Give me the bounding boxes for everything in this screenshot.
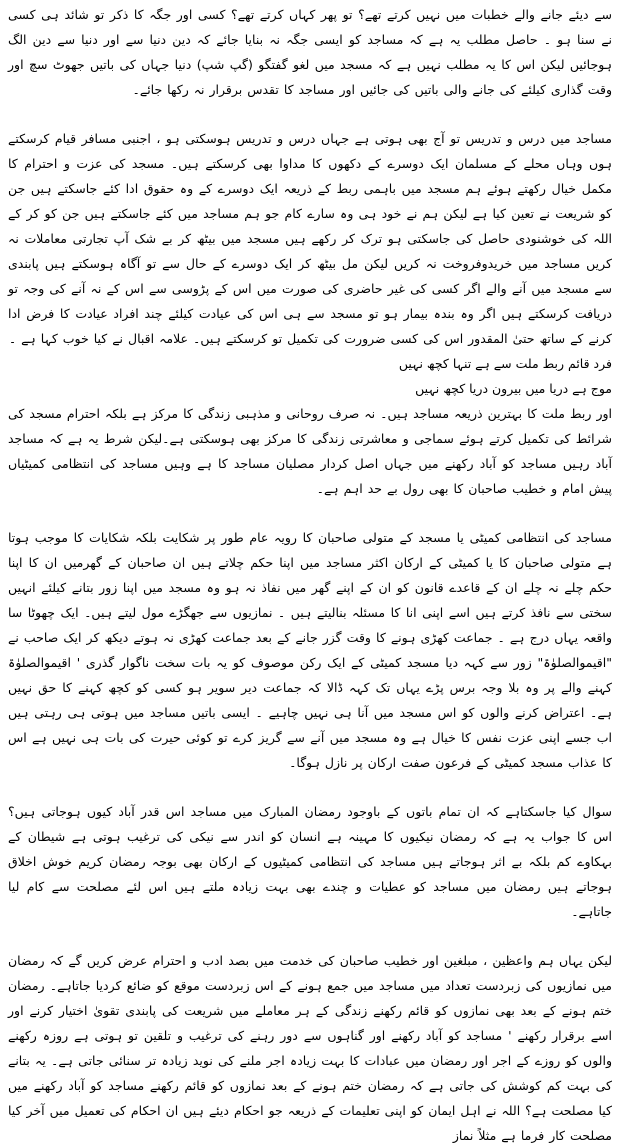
- paragraph-6: لیکن یہاں ہم واعظین ، مبلغین اور خطیب صاحبان کی خدمت میں بصد ادب و احترام عرض کریں گے کہ رمضان میں نمازیوں کی زبردست تعداد میں مساجد میں جمع ہونے کے اس زبردست موقع کو ضائع کردیا جاتاہے۔ رمضان ختم ہونے کے بعد بھی نمازوں کو قائم رکھنے زندگی کے ہر معاملے میں شریعت کی پابندی تقویٰ اختیار کرنے اور اسے برقرار رکھنے ' مساجد کو آباد رکھنے اور گناہوں سے دور رہنے کی ترغیب و تلقین تو ہوتی ہے روزہ رکھنے والوں کو روزے کے اجر اور رمضان میں عبادات کا بہت زیادہ اجر ملنے کی نوید زیادہ تر سنائی جاتی ہے۔ یہ بتانے کی بہت کم کوشش کی جاتی ہے کہ رمضان ختم ہونے کے بعد نمازوں کو قائم رکھنے مساجد کو آباد رکھنے میں کیا مصلحت ہے؟ اللہ نے اہل ایمان کو اپنی تعلیمات کے ذریعہ جو احکام دیئے ہیں ان احکام کی تعمیل میں آخر کیا مصلحت کار فرما ہے مثلاً نماز: [8, 953, 612, 1143]
- paragraph-4: مساجد کی انتظامی کمیٹی یا مسجد کے متولی صاحبان کا رویہ عام طور پر شکایت بلکہ شکایات کا موجب ہوتا ہے متولی صاحبان کا یا کمیٹی کے ارکان اکثر مساجد میں اپنا حکم چلاتے ہیں ان صاحبان کے گھرمیں ان کا اپنا حکم چلے نہ چلے ان کے قاعدے قانون کو ان کے اپنے گھر میں نفاذ نہ ہو وہ مسجد میں اپنا زور بتانے کیلئے انہیں سختی سے نافذ کرتے ہیں اسے اپنی انا کا مسئلہ بنالیتے ہیں ۔ نمازیوں سے جھگڑے مول لیتے ہیں۔ ایک چھوٹا سا واقعہ یہاں درج ہے ۔ جماعت کھڑی ہونے کا وقت گزر جانے کے بعد جماعت کھڑی نہ ہوتے دیکھ کر ایک صاحب نے "اقیموالصلوٰۃ" زور سے کہہ دیا مسجد کمیٹی کے ایک رکن موصوف کو یہ بات سخت ناگوار گذری ' اقیموالصلوٰۃ کہنے والے پر وہ بلا وجہ برس پڑے یہاں تک کہہ ڈالا کہ جماعت دیر سویر ہو کسی کو کچھ کہنے کا حق نہیں ہے۔ اعتراض کرنے والوں کو اس مسجد میں آنا ہی نہیں چاہیے ۔ ایسی باتیں مساجد میں ہوتی ہی رہتی ہیں اب جسے اپنی عزت نفس کا خیال ہے وہ مسجد میں آنے سے گریز کرے تو کوئی حیرت کی بات ہی نہیں ہے اس کا عذاب مسجد کمیٹی کے فرعون صفت ارکان پر نازل ہوگا۔: [8, 530, 612, 770]
- paragraph-3: اور ربط ملت کا بہترین ذریعہ مساجد ہیں۔ نہ صرف روحانی و مذہبی زندگی کا مرکز ہے بلکہ احترام مسجد کی شرائط کی تکمیل کرتے ہوئے سماجی و معاشرتی زندگی کا مرکز بھی ہوسکتی ہے۔لیکن شرط یہ ہے کہ مساجد آباد رہیں مساجد کو آباد رکھنے میں جہاں اصل کردار مصلیان مساجد کا ہے وہیں مساجد کی انتظامی کمیٹیاں پیش امام و خطیب صاحبان کا بھی رول بے حد اہم ہے۔: [8, 406, 612, 496]
- paragraph-5: سوال کیا جاسکتاہے کہ ان تمام باتوں کے باوجود رمضان المبارک میں مساجد اس قدر آباد کیوں ہوجاتی ہیں؟ اس کا جواب یہ ہے کہ رمضان نیکیوں کا مہینہ ہے انسان کو اندر سے نیکی کی ترغیب ہوتی ہے شیطان کے بہکاوے کم بلکہ بے اثر ہوجاتے ہیں مساجد کی انتظامی کمیٹیوں کے ارکان بھی بوجہ رمضان کریم خوش اخلاق ہوجاتے ہیں رمضان میں مساجد کو عطیات و چندے بھی بہت زیادہ ملتے ہیں اس لئے مصلحت سے کام لیا جاتاہے۔: [8, 804, 612, 919]
- iqbal-verse: [8, 351, 612, 401]
- verse-line-2: موج ہے دریا میں بیرون دریا کچھ نہیں: [415, 381, 612, 396]
- paragraph-1: سے دیئے جانے والے خطبات میں نہیں کرتے تھے؟ تو پھر کہاں کرتے تھے؟ کسی اور جگہ کا ذکر تو شائد ہی کسی نے سنا ہو ۔ حاصل مطلب یہ ہے کہ مساجد کو ایسی جگہ نہ بنایا جائے کہ دین دنیا سے اور دنیا سے دین الگ ہوجائیں لیکن اس کا یہ مطلب نہیں ہے کہ مسجد میں لغو گفتگو (گپ شپ) دنیا جہاں کی باتیں جھوٹ سچ اور وقت گذاری کیلئے کی جانے والی باتیں کی جائیں اور مساجد کا تقدس برقرار نہ رکھا جائے۔: [8, 7, 612, 97]
- paragraph-2: مساجد میں درس و تدریس تو آج بھی ہوتی ہے جہاں درس و تدریس ہوسکتی ہو ، اجنبی مسافر قیام کرسکتے ہوں وہاں محلے کے مسلمان ایک دوسرے کے دکھوں کا مداوا بھی کرسکتے ہیں۔ مسجد کی عزت و احترام کا مکمل خیال رکھتے ہوئے ہم مسجد میں باہمی ربط کے ذریعہ ایک دوسرے کے وہ حقوق ادا کئے جاسکتے ہیں جن کو شریعت نے تعین کیا ہے لیکن ہم نے خود ہی وہ سارے کام جو ہم مساجد میں کئے جاسکتے ہیں جن کو کر کے اللہ کی خوشنودی حاصل کی جاسکتی ہو ترک کر رکھے ہیں مسجد میں بیٹھ کر بے شک آپ تجارتی معاملات نہ کریں مساجد میں خریدوفروخت نہ کریں لیکن مل بیٹھ کر ایک دوسرے کے حال سے تو آگاہ ہوسکتے ہیں پابندی سے مسجد میں آنے والے اگر کسی کی غیر حاضری کی صورت میں اس کے پڑوسی سے اس کے نہ آنے کی وجہ تو دریافت کرسکتے ہیں اگر وہ بندہ بیمار ہو تو مسجد سے ہی اس کی عیادت کیلئے چند افراد عیادت کا فرض ادا کرنے کے ساتھ حتیٰ المقدور اس کی کسی ضرورت کی تکمیل تو کرسکتے ہیں۔ علامہ اقبال نے کیا خوب کہا ہے ۔: [8, 131, 612, 346]
- verse-line-1: فرد قائم ربط ملت سے ہے تنہا کچھ نہیں: [398, 356, 612, 371]
